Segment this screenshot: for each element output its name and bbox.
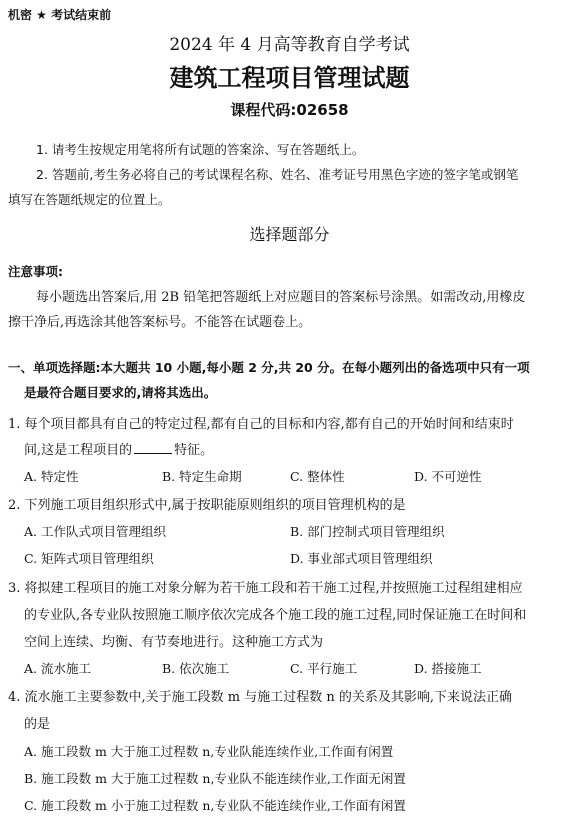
course-code: 课程代码:02658 bbox=[230, 101, 349, 119]
q1-option-c: C. 整体性 bbox=[290, 469, 345, 484]
q2-option-b: B. 部门控制式项目管理组织 bbox=[290, 524, 445, 539]
question-1-text-b: 特征。 bbox=[174, 443, 214, 458]
q4-option-c: C. 施工段数 m 小于施工过程数 n,专业队不能连续作业,工作面有闲置 bbox=[24, 798, 406, 813]
question-2-line-1: 2. 下列施工项目组织形式中,属于按职能原则组织的项目管理机构的是 bbox=[8, 498, 406, 513]
note-2: 2. 答题前,考生务必将自己的考试课程名称、姓名、准考证号用黑色字迹的签字笔或钢笔 bbox=[36, 167, 519, 182]
exam-title: 2024 年 4 月高等教育自学考试 bbox=[169, 35, 410, 55]
q2-option-a: A. 工作队式项目管理组织 bbox=[24, 524, 166, 539]
question-3-line-3: 空间上连续、均衡、有节奏地进行。这种施工方式为 bbox=[24, 635, 324, 650]
attention-line-1: 每小题选出答案后,用 2B 铅笔把答题纸上对应题目的答案标号涂黑。如需改动,用橡皮 bbox=[36, 290, 526, 305]
answer-blank bbox=[134, 441, 172, 454]
q3-option-d: D. 搭接施工 bbox=[414, 661, 482, 676]
question-1-line-1: 1. 每个项目都具有自己的特定过程,都有自己的目标和内容,都有自己的开始时间和结束时 bbox=[8, 417, 514, 432]
question-4-line-2: 的是 bbox=[24, 717, 51, 732]
note-1: 1. 请考生按规定用笔将所有试题的答案涂、写在答题纸上。 bbox=[36, 142, 365, 157]
q2-option-c: C. 矩阵式项目管理组织 bbox=[24, 551, 154, 566]
question-1-text-a: 间,这是工程项目的 bbox=[24, 443, 133, 458]
q4-option-b: B. 施工段数 m 大于施工过程数 n,专业队不能连续作业,工作面无闲置 bbox=[24, 771, 406, 786]
part-1-heading-continued: 是最符合题目要求的,请将其选出。 bbox=[24, 385, 217, 400]
q1-option-d: D. 不可逆性 bbox=[414, 469, 482, 484]
q4-option-a: A. 施工段数 m 大于施工过程数 n,专业队能连续作业,工作面有闲置 bbox=[24, 744, 394, 759]
q1-option-a: A. 特定性 bbox=[24, 469, 79, 484]
question-3-line-2: 的专业队,各专业队按照施工顺序依次完成各个施工段的施工过程,同时保证施工在时间和 bbox=[24, 608, 527, 623]
question-1-line-2 bbox=[24, 439, 213, 458]
q2-option-d: D. 事业部式项目管理组织 bbox=[290, 551, 433, 566]
question-4-line-1: 4. 流水施工主要参数中,关于施工段数 m 与施工过程数 n 的关系及其影响,下来说法正确 bbox=[8, 690, 513, 705]
q3-option-c: C. 平行施工 bbox=[290, 661, 358, 676]
attention-title: 注意事项: bbox=[8, 264, 63, 279]
q3-option-b: B. 依次施工 bbox=[162, 661, 230, 676]
part-1-heading: 一、单项选择题:本大题共 10 小题,每小题 2 分,共 20 分。在每小题列出的备选项中只有一项 bbox=[8, 360, 530, 375]
section-title: 选择题部分 bbox=[249, 225, 330, 244]
q1-option-b: B. 特定生命期 bbox=[162, 469, 242, 484]
secret-label: 机密 ★ 考试结束前 bbox=[8, 8, 112, 22]
note-2-continued: 填写在答题纸规定的位置上。 bbox=[8, 192, 171, 207]
question-3-line-1: 3. 将拟建工程项目的施工对象分解为若干施工段和若干施工过程,并按照施工过程组建相应 bbox=[8, 581, 523, 596]
attention-line-2: 擦干净后,再选涂其他答案标号。不能答在试题卷上。 bbox=[8, 315, 312, 330]
main-title: 建筑工程项目管理试题 bbox=[169, 64, 410, 92]
q3-option-a: A. 流水施工 bbox=[24, 661, 91, 676]
